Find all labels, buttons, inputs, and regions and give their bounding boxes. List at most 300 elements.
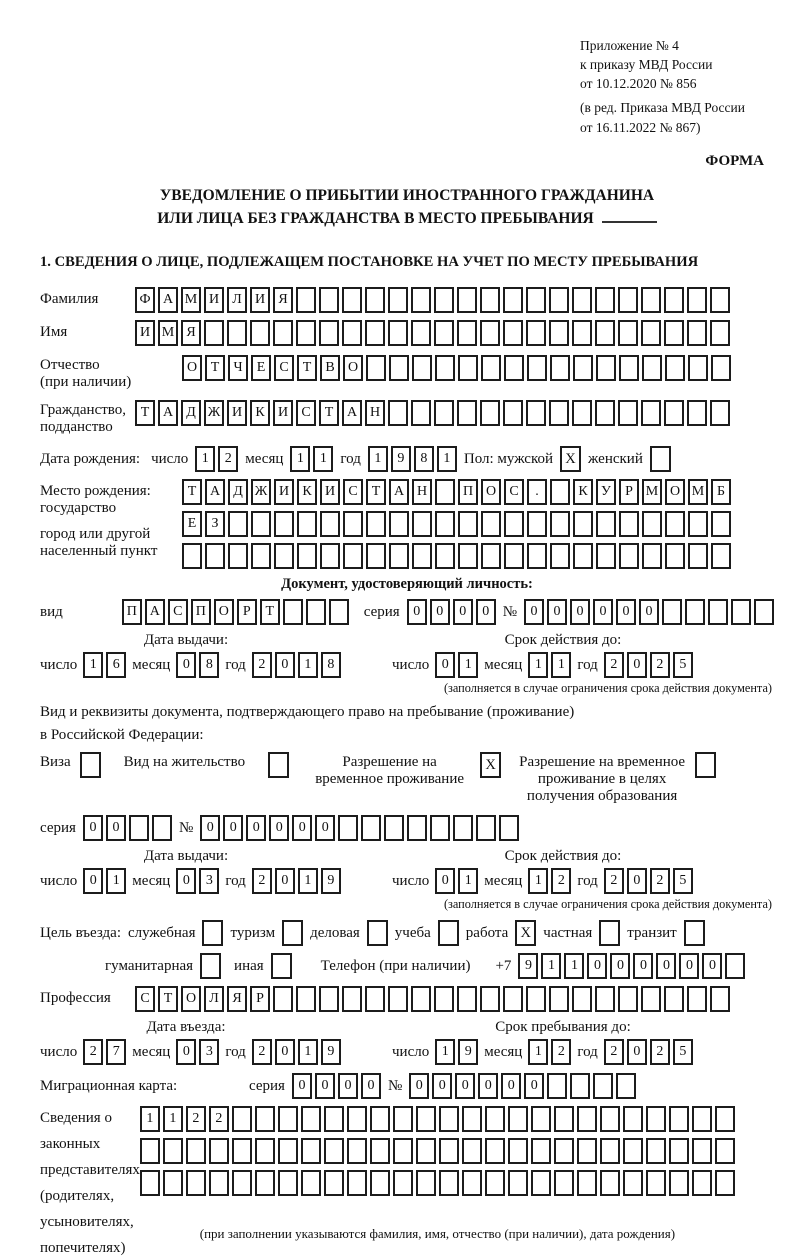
- char-cell[interactable]: [480, 287, 500, 313]
- char-cell[interactable]: [623, 1106, 643, 1132]
- char-cell[interactable]: 0: [476, 599, 496, 625]
- char-cell[interactable]: [708, 599, 728, 625]
- char-cell[interactable]: [384, 815, 404, 841]
- char-cell[interactable]: [499, 815, 519, 841]
- char-cell[interactable]: [411, 986, 431, 1012]
- char-cell[interactable]: [665, 355, 685, 381]
- purpose-private-checkbox[interactable]: [599, 920, 620, 946]
- char-cell[interactable]: 2: [209, 1106, 229, 1132]
- char-cell[interactable]: [186, 1138, 206, 1164]
- char-cell[interactable]: 1: [298, 652, 318, 678]
- char-cell[interactable]: [434, 320, 454, 346]
- char-cell[interactable]: 1: [195, 446, 215, 472]
- char-cell[interactable]: [665, 511, 685, 537]
- char-cell[interactable]: [365, 287, 385, 313]
- char-cell[interactable]: [710, 400, 730, 426]
- char-cell[interactable]: 2: [604, 868, 624, 894]
- char-cell[interactable]: [692, 1106, 712, 1132]
- char-cell[interactable]: 8: [199, 652, 219, 678]
- sex-female-checkbox[interactable]: [650, 446, 671, 472]
- char-cell[interactable]: [526, 986, 546, 1012]
- char-cell[interactable]: [435, 543, 455, 569]
- char-cell[interactable]: 1: [298, 1039, 318, 1065]
- purpose-business-official-checkbox[interactable]: [202, 920, 223, 946]
- char-cell[interactable]: [577, 1138, 597, 1164]
- char-cell[interactable]: В: [320, 355, 340, 381]
- char-cell[interactable]: [370, 1138, 390, 1164]
- char-cell[interactable]: [462, 1106, 482, 1132]
- char-cell[interactable]: Т: [135, 400, 155, 426]
- char-cell[interactable]: [710, 320, 730, 346]
- char-cell[interactable]: 0: [627, 868, 647, 894]
- char-cell[interactable]: [596, 543, 616, 569]
- char-cell[interactable]: [573, 543, 593, 569]
- char-cell[interactable]: [572, 320, 592, 346]
- char-cell[interactable]: [641, 320, 661, 346]
- char-cell[interactable]: [186, 1170, 206, 1196]
- char-cell[interactable]: 0: [106, 815, 126, 841]
- char-cell[interactable]: Е: [251, 355, 271, 381]
- char-cell[interactable]: [711, 543, 731, 569]
- char-cell[interactable]: [616, 1073, 636, 1099]
- char-cell[interactable]: [600, 1106, 620, 1132]
- char-cell[interactable]: О: [665, 479, 685, 505]
- char-cell[interactable]: 0: [656, 953, 676, 979]
- char-cell[interactable]: [306, 599, 326, 625]
- char-cell[interactable]: [646, 1170, 666, 1196]
- char-cell[interactable]: 0: [616, 599, 636, 625]
- char-cell[interactable]: [232, 1170, 252, 1196]
- char-cell[interactable]: Я: [181, 320, 201, 346]
- char-cell[interactable]: [577, 1170, 597, 1196]
- char-cell[interactable]: [232, 1106, 252, 1132]
- char-cell[interactable]: И: [204, 287, 224, 313]
- char-cell[interactable]: [297, 543, 317, 569]
- char-cell[interactable]: Р: [619, 479, 639, 505]
- char-cell[interactable]: [715, 1106, 735, 1132]
- char-cell[interactable]: 0: [292, 1073, 312, 1099]
- temp-residence-education-checkbox[interactable]: [695, 752, 716, 778]
- char-cell[interactable]: [320, 543, 340, 569]
- char-cell[interactable]: М: [158, 320, 178, 346]
- char-cell[interactable]: [435, 479, 455, 505]
- char-cell[interactable]: [531, 1138, 551, 1164]
- char-cell[interactable]: 9: [321, 1039, 341, 1065]
- char-cell[interactable]: Я: [227, 986, 247, 1012]
- char-cell[interactable]: Ж: [251, 479, 271, 505]
- char-cell[interactable]: [618, 986, 638, 1012]
- char-cell[interactable]: [439, 1170, 459, 1196]
- char-cell[interactable]: [343, 543, 363, 569]
- char-cell[interactable]: 8: [321, 652, 341, 678]
- char-cell[interactable]: [407, 815, 427, 841]
- char-cell[interactable]: [642, 511, 662, 537]
- char-cell[interactable]: У: [596, 479, 616, 505]
- char-cell[interactable]: [503, 320, 523, 346]
- char-cell[interactable]: 1: [458, 868, 478, 894]
- char-cell[interactable]: [485, 1170, 505, 1196]
- char-cell[interactable]: [140, 1170, 160, 1196]
- char-cell[interactable]: 1: [564, 953, 584, 979]
- char-cell[interactable]: [434, 287, 454, 313]
- char-cell[interactable]: [664, 320, 684, 346]
- char-cell[interactable]: [411, 287, 431, 313]
- char-cell[interactable]: [458, 355, 478, 381]
- char-cell[interactable]: С: [343, 479, 363, 505]
- char-cell[interactable]: [593, 1073, 613, 1099]
- char-cell[interactable]: 2: [551, 1039, 571, 1065]
- char-cell[interactable]: А: [389, 479, 409, 505]
- char-cell[interactable]: 1: [458, 652, 478, 678]
- char-cell[interactable]: [301, 1138, 321, 1164]
- char-cell[interactable]: [319, 986, 339, 1012]
- temp-residence-checkbox[interactable]: X: [480, 752, 501, 778]
- char-cell[interactable]: [549, 400, 569, 426]
- char-cell[interactable]: [366, 543, 386, 569]
- char-cell[interactable]: 0: [338, 1073, 358, 1099]
- char-cell[interactable]: [319, 287, 339, 313]
- char-cell[interactable]: К: [250, 400, 270, 426]
- char-cell[interactable]: [619, 355, 639, 381]
- char-cell[interactable]: 2: [218, 446, 238, 472]
- char-cell[interactable]: [504, 543, 524, 569]
- char-cell[interactable]: [205, 543, 225, 569]
- char-cell[interactable]: О: [181, 986, 201, 1012]
- char-cell[interactable]: [688, 355, 708, 381]
- char-cell[interactable]: С: [135, 986, 155, 1012]
- residence-permit-checkbox[interactable]: [268, 752, 289, 778]
- char-cell[interactable]: 0: [223, 815, 243, 841]
- char-cell[interactable]: И: [250, 287, 270, 313]
- char-cell[interactable]: [664, 986, 684, 1012]
- char-cell[interactable]: 5: [673, 652, 693, 678]
- char-cell[interactable]: М: [688, 479, 708, 505]
- char-cell[interactable]: [434, 400, 454, 426]
- char-cell[interactable]: [457, 320, 477, 346]
- char-cell[interactable]: [725, 953, 745, 979]
- char-cell[interactable]: [416, 1138, 436, 1164]
- char-cell[interactable]: [687, 986, 707, 1012]
- char-cell[interactable]: [754, 599, 774, 625]
- char-cell[interactable]: 0: [176, 1039, 196, 1065]
- char-cell[interactable]: [320, 511, 340, 537]
- char-cell[interactable]: 0: [501, 1073, 521, 1099]
- char-cell[interactable]: 2: [650, 652, 670, 678]
- char-cell[interactable]: [669, 1170, 689, 1196]
- char-cell[interactable]: 3: [199, 1039, 219, 1065]
- char-cell[interactable]: [687, 320, 707, 346]
- char-cell[interactable]: [641, 287, 661, 313]
- char-cell[interactable]: П: [191, 599, 211, 625]
- char-cell[interactable]: [711, 511, 731, 537]
- char-cell[interactable]: [411, 320, 431, 346]
- char-cell[interactable]: [664, 400, 684, 426]
- char-cell[interactable]: И: [135, 320, 155, 346]
- char-cell[interactable]: [411, 400, 431, 426]
- char-cell[interactable]: [504, 511, 524, 537]
- purpose-humanitarian-checkbox[interactable]: [200, 953, 221, 979]
- char-cell[interactable]: С: [168, 599, 188, 625]
- char-cell[interactable]: О: [343, 355, 363, 381]
- char-cell[interactable]: Н: [365, 400, 385, 426]
- char-cell[interactable]: 0: [435, 868, 455, 894]
- char-cell[interactable]: [526, 320, 546, 346]
- char-cell[interactable]: [228, 543, 248, 569]
- char-cell[interactable]: М: [642, 479, 662, 505]
- char-cell[interactable]: [618, 287, 638, 313]
- char-cell[interactable]: [481, 543, 501, 569]
- char-cell[interactable]: [338, 815, 358, 841]
- char-cell[interactable]: [577, 1106, 597, 1132]
- char-cell[interactable]: И: [320, 479, 340, 505]
- char-cell[interactable]: [508, 1138, 528, 1164]
- char-cell[interactable]: [129, 815, 149, 841]
- char-cell[interactable]: [715, 1138, 735, 1164]
- char-cell[interactable]: [301, 1170, 321, 1196]
- char-cell[interactable]: 0: [407, 599, 427, 625]
- char-cell[interactable]: А: [145, 599, 165, 625]
- char-cell[interactable]: [296, 320, 316, 346]
- char-cell[interactable]: [665, 543, 685, 569]
- char-cell[interactable]: 0: [627, 1039, 647, 1065]
- char-cell[interactable]: [388, 320, 408, 346]
- char-cell[interactable]: [570, 1073, 590, 1099]
- char-cell[interactable]: [366, 355, 386, 381]
- char-cell[interactable]: 0: [292, 815, 312, 841]
- char-cell[interactable]: С: [504, 479, 524, 505]
- char-cell[interactable]: И: [274, 479, 294, 505]
- char-cell[interactable]: [480, 320, 500, 346]
- char-cell[interactable]: 9: [321, 868, 341, 894]
- char-cell[interactable]: Т: [297, 355, 317, 381]
- char-cell[interactable]: Е: [182, 511, 202, 537]
- char-cell[interactable]: [393, 1106, 413, 1132]
- char-cell[interactable]: 0: [627, 652, 647, 678]
- char-cell[interactable]: [388, 287, 408, 313]
- char-cell[interactable]: [503, 287, 523, 313]
- char-cell[interactable]: [623, 1138, 643, 1164]
- char-cell[interactable]: [458, 543, 478, 569]
- char-cell[interactable]: Т: [158, 986, 178, 1012]
- char-cell[interactable]: 7: [106, 1039, 126, 1065]
- char-cell[interactable]: 0: [633, 953, 653, 979]
- char-cell[interactable]: [255, 1170, 275, 1196]
- char-cell[interactable]: И: [227, 400, 247, 426]
- char-cell[interactable]: 9: [391, 446, 411, 472]
- char-cell[interactable]: 0: [83, 815, 103, 841]
- char-cell[interactable]: [619, 511, 639, 537]
- char-cell[interactable]: Т: [182, 479, 202, 505]
- char-cell[interactable]: [274, 543, 294, 569]
- char-cell[interactable]: [365, 320, 385, 346]
- char-cell[interactable]: [550, 355, 570, 381]
- purpose-work-checkbox[interactable]: X: [515, 920, 536, 946]
- char-cell[interactable]: [549, 320, 569, 346]
- char-cell[interactable]: [692, 1138, 712, 1164]
- char-cell[interactable]: [600, 1138, 620, 1164]
- char-cell[interactable]: [389, 543, 409, 569]
- char-cell[interactable]: 1: [83, 652, 103, 678]
- char-cell[interactable]: [457, 400, 477, 426]
- char-cell[interactable]: 0: [176, 652, 196, 678]
- purpose-other-checkbox[interactable]: [271, 953, 292, 979]
- char-cell[interactable]: [204, 320, 224, 346]
- char-cell[interactable]: [549, 287, 569, 313]
- char-cell[interactable]: 0: [702, 953, 722, 979]
- char-cell[interactable]: [319, 320, 339, 346]
- char-cell[interactable]: 1: [106, 868, 126, 894]
- char-cell[interactable]: [228, 511, 248, 537]
- char-cell[interactable]: О: [481, 479, 501, 505]
- char-cell[interactable]: [669, 1138, 689, 1164]
- char-cell[interactable]: 1: [140, 1106, 160, 1132]
- char-cell[interactable]: [572, 400, 592, 426]
- char-cell[interactable]: 0: [200, 815, 220, 841]
- char-cell[interactable]: [329, 599, 349, 625]
- char-cell[interactable]: [687, 400, 707, 426]
- char-cell[interactable]: 2: [650, 868, 670, 894]
- char-cell[interactable]: О: [214, 599, 234, 625]
- char-cell[interactable]: [688, 543, 708, 569]
- char-cell[interactable]: 0: [679, 953, 699, 979]
- purpose-study-checkbox[interactable]: [438, 920, 459, 946]
- char-cell[interactable]: К: [573, 479, 593, 505]
- char-cell[interactable]: 9: [458, 1039, 478, 1065]
- char-cell[interactable]: [641, 986, 661, 1012]
- char-cell[interactable]: [596, 511, 616, 537]
- char-cell[interactable]: [388, 400, 408, 426]
- char-cell[interactable]: [182, 543, 202, 569]
- char-cell[interactable]: А: [158, 400, 178, 426]
- char-cell[interactable]: 0: [315, 815, 335, 841]
- char-cell[interactable]: 2: [604, 652, 624, 678]
- char-cell[interactable]: [209, 1170, 229, 1196]
- char-cell[interactable]: 0: [639, 599, 659, 625]
- purpose-tourism-checkbox[interactable]: [282, 920, 303, 946]
- char-cell[interactable]: 0: [430, 599, 450, 625]
- char-cell[interactable]: [296, 287, 316, 313]
- char-cell[interactable]: [623, 1170, 643, 1196]
- char-cell[interactable]: [393, 1138, 413, 1164]
- char-cell[interactable]: Р: [250, 986, 270, 1012]
- char-cell[interactable]: [508, 1170, 528, 1196]
- char-cell[interactable]: 0: [435, 652, 455, 678]
- char-cell[interactable]: [549, 986, 569, 1012]
- char-cell[interactable]: [227, 320, 247, 346]
- char-cell[interactable]: 1: [163, 1106, 183, 1132]
- char-cell[interactable]: [388, 986, 408, 1012]
- char-cell[interactable]: [618, 400, 638, 426]
- char-cell[interactable]: [435, 355, 455, 381]
- char-cell[interactable]: [664, 287, 684, 313]
- char-cell[interactable]: [251, 511, 271, 537]
- char-cell[interactable]: 0: [524, 599, 544, 625]
- char-cell[interactable]: [480, 986, 500, 1012]
- char-cell[interactable]: Д: [181, 400, 201, 426]
- char-cell[interactable]: [361, 815, 381, 841]
- char-cell[interactable]: [508, 1106, 528, 1132]
- char-cell[interactable]: 1: [528, 868, 548, 894]
- char-cell[interactable]: 0: [275, 868, 295, 894]
- char-cell[interactable]: [347, 1106, 367, 1132]
- char-cell[interactable]: С: [296, 400, 316, 426]
- char-cell[interactable]: 1: [313, 446, 333, 472]
- char-cell[interactable]: Л: [227, 287, 247, 313]
- char-cell[interactable]: [439, 1138, 459, 1164]
- char-cell[interactable]: [710, 986, 730, 1012]
- char-cell[interactable]: Ч: [228, 355, 248, 381]
- char-cell[interactable]: [274, 511, 294, 537]
- char-cell[interactable]: 0: [83, 868, 103, 894]
- char-cell[interactable]: [389, 511, 409, 537]
- char-cell[interactable]: [595, 320, 615, 346]
- char-cell[interactable]: [140, 1138, 160, 1164]
- char-cell[interactable]: 6: [106, 652, 126, 678]
- char-cell[interactable]: [573, 511, 593, 537]
- char-cell[interactable]: [547, 1073, 567, 1099]
- char-cell[interactable]: [458, 511, 478, 537]
- char-cell[interactable]: А: [205, 479, 225, 505]
- char-cell[interactable]: [163, 1138, 183, 1164]
- char-cell[interactable]: [600, 1170, 620, 1196]
- char-cell[interactable]: [481, 511, 501, 537]
- visa-checkbox[interactable]: [80, 752, 101, 778]
- char-cell[interactable]: 2: [604, 1039, 624, 1065]
- char-cell[interactable]: [342, 287, 362, 313]
- char-cell[interactable]: [692, 1170, 712, 1196]
- char-cell[interactable]: 1: [298, 868, 318, 894]
- char-cell[interactable]: Р: [237, 599, 257, 625]
- char-cell[interactable]: [412, 543, 432, 569]
- char-cell[interactable]: [685, 599, 705, 625]
- char-cell[interactable]: 0: [455, 1073, 475, 1099]
- char-cell[interactable]: [710, 287, 730, 313]
- char-cell[interactable]: Л: [204, 986, 224, 1012]
- char-cell[interactable]: [273, 986, 293, 1012]
- char-cell[interactable]: [646, 1138, 666, 1164]
- char-cell[interactable]: Т: [319, 400, 339, 426]
- char-cell[interactable]: [527, 543, 547, 569]
- char-cell[interactable]: [370, 1106, 390, 1132]
- char-cell[interactable]: [596, 355, 616, 381]
- char-cell[interactable]: [527, 511, 547, 537]
- char-cell[interactable]: [619, 543, 639, 569]
- char-cell[interactable]: Т: [260, 599, 280, 625]
- char-cell[interactable]: [554, 1106, 574, 1132]
- char-cell[interactable]: [296, 986, 316, 1012]
- char-cell[interactable]: [416, 1106, 436, 1132]
- char-cell[interactable]: [554, 1170, 574, 1196]
- char-cell[interactable]: [476, 815, 496, 841]
- char-cell[interactable]: [209, 1138, 229, 1164]
- char-cell[interactable]: 0: [246, 815, 266, 841]
- char-cell[interactable]: [453, 815, 473, 841]
- char-cell[interactable]: [485, 1106, 505, 1132]
- char-cell[interactable]: [347, 1138, 367, 1164]
- char-cell[interactable]: 0: [361, 1073, 381, 1099]
- char-cell[interactable]: Ж: [204, 400, 224, 426]
- char-cell[interactable]: [485, 1138, 505, 1164]
- char-cell[interactable]: 0: [547, 599, 567, 625]
- char-cell[interactable]: 1: [290, 446, 310, 472]
- char-cell[interactable]: 0: [524, 1073, 544, 1099]
- char-cell[interactable]: [688, 511, 708, 537]
- char-cell[interactable]: 0: [409, 1073, 429, 1099]
- char-cell[interactable]: [457, 986, 477, 1012]
- char-cell[interactable]: [342, 986, 362, 1012]
- char-cell[interactable]: С: [274, 355, 294, 381]
- char-cell[interactable]: 0: [478, 1073, 498, 1099]
